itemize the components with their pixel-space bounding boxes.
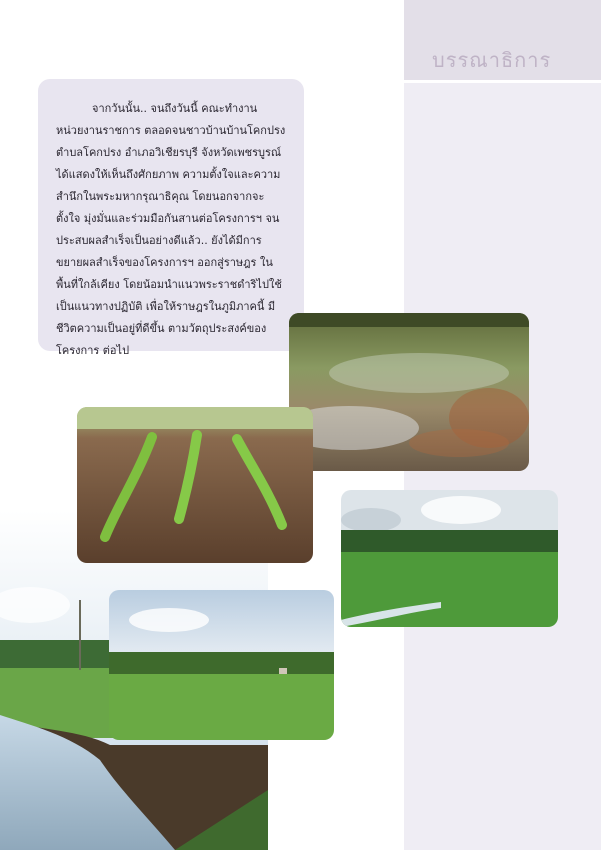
field-houses-photo: [109, 590, 334, 740]
header-divider: [404, 80, 601, 83]
editorial-line: ได้แสดงให้เห็นถึงศักยภาพ ความตั้งใจและความ: [56, 168, 281, 181]
editorial-line: ตั้งใจ มุ่งมั่นและร่วมมือกันสานต่อโครงการฯ จน: [56, 212, 280, 225]
green-field-photo: [341, 490, 558, 627]
editorial-line: หน่วยงานราชการ ตลอดจนชาวบ้านบ้านโคกปรง: [56, 124, 286, 137]
editorial-line: จากวันนั้น.. จนถึงวันนี้ คณะทำงาน: [92, 102, 258, 115]
pond-photo: [289, 313, 529, 471]
editorial-text: [56, 98, 296, 362]
editorial-line: สำนึกในพระมหากรุณาธิคุณ โดยนอกจากจะ: [56, 190, 265, 203]
editorial-line: ขยายผลสำเร็จของโครงการฯ ออกสู่ราษฎร ใน: [56, 256, 273, 269]
editorial-line: ตำบลโคกปรง อำเภอวิเชียรบุรี จังหวัดเพชรบูรณ์: [56, 146, 282, 159]
editorial-line: ชีวิตความเป็นอยู่ที่ดีขึ้น ตามวัตถุประสงค์ของ: [56, 322, 267, 335]
section-title: บรรณาธิการ: [432, 48, 552, 72]
editorial-line: เป็นแนวทางปฏิบัติ เพื่อให้ราษฎรในภูมิภาคนี้ มี: [56, 300, 276, 313]
seedling-photo: [77, 407, 313, 563]
editorial-line: ประสบผลสำเร็จเป็นอย่างดีแล้ว.. ยังได้มีการ: [56, 234, 262, 247]
editorial-line: พื้นที่ใกล้เคียง โดยน้อมนำแนวพระราชดำริไปใช้: [56, 278, 282, 291]
editorial-line: โครงการ ต่อไป: [56, 344, 130, 357]
